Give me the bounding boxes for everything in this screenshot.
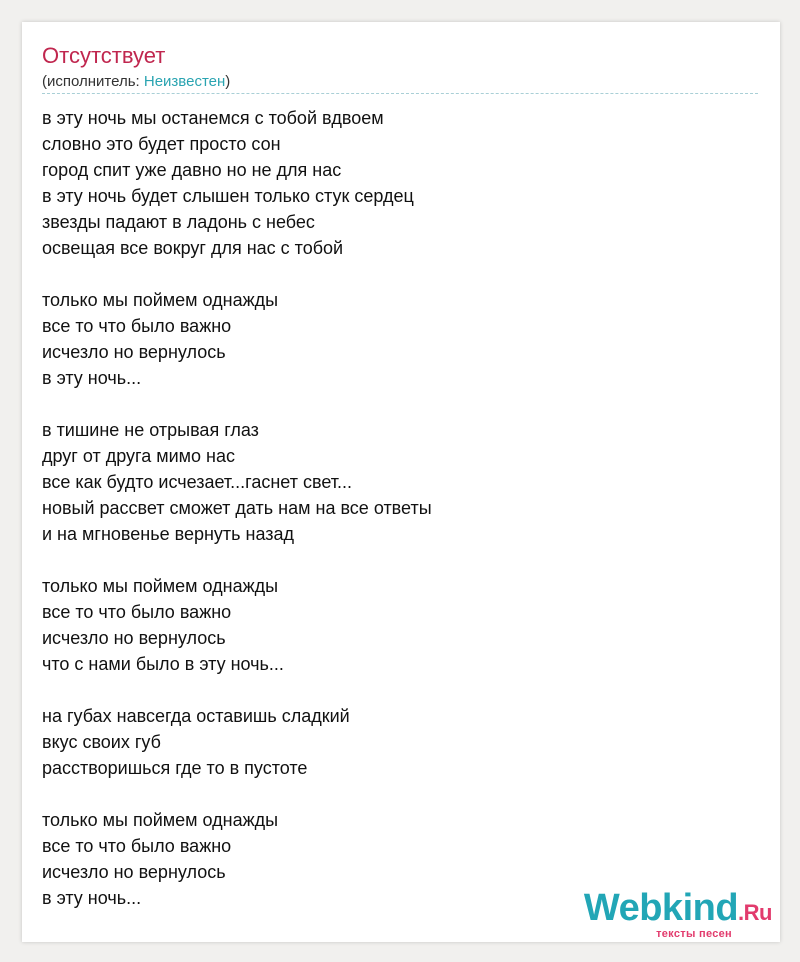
lyric-line: все то что было важно <box>42 836 232 856</box>
lyric-stanza <box>42 105 762 261</box>
site-logo[interactable] <box>584 889 772 940</box>
lyric-line: только мы поймем однажды <box>42 290 279 310</box>
lyrics-card <box>22 22 780 942</box>
lyric-line: все как будто исчезает...гаснет свет... <box>42 472 352 492</box>
song-title: Отсутствует <box>42 43 166 68</box>
lyric-stanza <box>42 417 762 547</box>
title-divider <box>42 93 758 94</box>
lyric-line: что с нами было в эту ночь... <box>42 654 284 674</box>
lyric-line: исчезло но вернулось <box>42 342 226 362</box>
lyric-line: в эту ночь... <box>42 888 142 908</box>
lyric-line: друг от друга мимо нас <box>42 446 235 466</box>
lyric-stanza <box>42 703 762 781</box>
lyric-stanza <box>42 287 762 391</box>
lyric-line: освещая все вокруг для нас с тобой <box>42 238 344 258</box>
lyric-line: на губах навсегда оставишь сладкий <box>42 706 350 726</box>
lyric-line: словно это будет просто сон <box>42 134 281 154</box>
lyric-line: расстворишься где то в пустоте <box>42 758 308 778</box>
lyric-line: все то что было важно <box>42 316 232 336</box>
lyric-line: город спит уже давно но не для нас <box>42 160 342 180</box>
lyric-line: исчезло но вернулось <box>42 862 226 882</box>
lyric-line: все то что было важно <box>42 602 232 622</box>
artist-link[interactable]: Неизвестен <box>143 73 226 90</box>
lyric-line: в эту ночь будет слышен только стук сердец <box>42 186 414 206</box>
logo-tagline: тексты песен <box>656 928 732 940</box>
lyric-line: новый рассвет сможет дать нам на все ответы <box>42 498 432 518</box>
artist-prefix: (исполнитель: <box>42 73 144 90</box>
artist-suffix: ) <box>225 73 231 90</box>
artist-line <box>42 72 230 92</box>
lyric-line: в тишине не отрывая глаз <box>42 420 259 440</box>
lyric-line: звезды падают в ладонь с небес <box>42 212 315 232</box>
lyric-line: и на мгновенье вернуть назад <box>42 524 295 544</box>
lyric-line: в эту ночь... <box>42 368 142 388</box>
lyric-stanza <box>42 573 762 677</box>
lyric-line: исчезло но вернулось <box>42 628 226 648</box>
lyrics-body <box>42 105 762 937</box>
lyric-line: только мы поймем однажды <box>42 810 279 830</box>
lyric-line: вкус своих губ <box>42 732 161 752</box>
logo-main-text: Webkind <box>583 887 739 929</box>
lyric-line: только мы поймем однажды <box>42 576 279 596</box>
lyric-line: в эту ночь мы останемся с тобой вдвоем <box>42 108 384 128</box>
logo-wordmark <box>584 889 772 932</box>
logo-tld: .Ru <box>738 900 772 925</box>
